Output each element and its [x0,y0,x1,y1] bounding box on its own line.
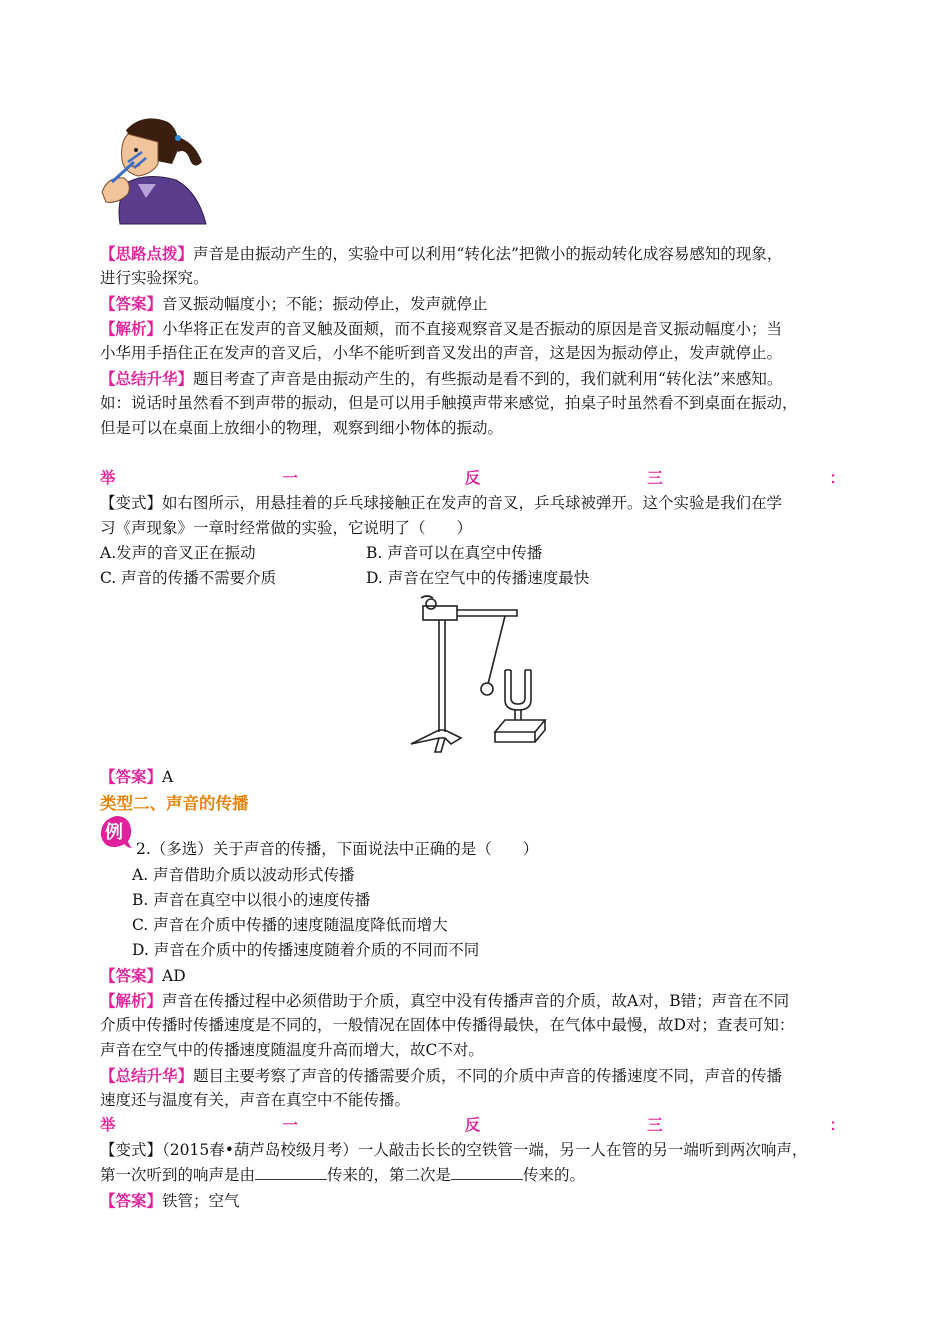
answer-text: 铁管；空气 [162,1192,240,1210]
answer-tag: 【答案】 [100,1191,163,1210]
q2-analysis-line-2: 介质中传播时传播速度是不同的，一般情况在固体中传播得最快，在气体中最慢，故D对；查表可知： [100,1016,795,1034]
practice-heading-char: 反 [464,468,481,487]
practice-heading-char: ： [829,1115,845,1134]
analysis-tag: 【解析】 [100,991,163,1010]
example-badge-label: 例 [105,822,123,843]
ex1-summary-line-1 [100,366,860,392]
var1-answer [100,764,860,790]
analysis-tag: 【解析】 [100,319,163,338]
practice-heading-char: 一 [282,468,298,487]
var2-stem-part-1: 第一次听到的响声是由 [100,1166,256,1184]
ex1-analysis-line-1 [100,316,860,342]
q2-summary-line-2: 速度还与温度有关，声音在真空中不能传播。 [100,1091,411,1109]
fill-blank-2[interactable] [451,1165,523,1180]
practice-heading-char: 举 [100,468,116,487]
answer-text: 音叉振动幅度小；不能；振动停止，发声就停止 [162,295,488,313]
summary-tag: 【总结升华】 [100,1066,194,1085]
answer-tag: 【答案】 [100,966,163,985]
ex1-hint-line-2: 进行实验探究。 [100,269,209,287]
practice-heading-char: 反 [464,1115,481,1134]
analysis-text-1: 声音在传播过程中必须借助于介质，真空中没有传播声音的介质，故A对，B错；声音在不同 [162,992,790,1010]
example-badge [98,814,134,850]
var2-stem-part-2: 传来的，第二次是 [327,1166,452,1184]
practice-heading [100,466,845,490]
q2-analysis-line-1 [100,988,860,1014]
answer-text: A [162,768,174,786]
hint-text-1: 声音是由振动产生的，实验中可以利用“转化法”把微小的振动转化成容易感知的现象， [193,245,783,263]
girl-tuning-fork-illustration [98,112,213,227]
q2-analysis-line-3: 声音在空气中的传播速度随温度升高而增大，故C不对。 [100,1041,484,1059]
q2-answer [100,963,860,989]
var1-stem-line-2: 习《声现象》一章时经常做的实验，它说明了（ ） [100,519,473,537]
q2-option-a: A. 声音借助介质以波动形式传播 [132,866,355,884]
ex1-answer [100,291,860,317]
var2-stem-part-3: 传来的。 [523,1166,586,1184]
q2-stem: 2.（多选）关于声音的传播，下面说法中正确的是（ ） [136,840,539,858]
q2-option-b: B. 声音在真空中以很小的速度传播 [132,891,371,909]
var1-option-a: A.发声的音叉正在振动 [100,544,256,562]
answer-tag: 【答案】 [100,294,163,313]
q2-option-c: C. 声音在介质中传播的速度随温度降低而增大 [132,916,448,934]
pendulum-tuning-fork-diagram [405,592,555,760]
ex1-summary-line-3: 但是可以在桌面上放细小的物理，观察到细小物体的振动。 [100,419,504,437]
var2-answer [100,1188,860,1214]
practice-heading [100,1113,845,1137]
q2-summary-line-1 [100,1063,860,1089]
answer-text: AD [162,967,186,985]
hint-tag: 【思路点拨】 [100,244,194,263]
var1-option-c: C. 声音的传播不需要介质 [100,569,277,587]
var1-option-b: B. 声音可以在真空中传播 [366,544,543,562]
practice-heading-char: 举 [100,1115,116,1134]
var2-stem-line-2 [100,1163,860,1188]
fill-blank-1[interactable] [255,1165,327,1180]
section-heading: 类型二、声音的传播 [100,794,249,813]
ex1-summary-line-2: 如：说话时虽然看不到声带的振动，但是可以用手触摸声带来感觉，拍桌子时虽然看不到桌面在振动， [100,394,798,412]
practice-heading-char: ： [829,468,845,487]
summary-tag: 【总结升华】 [100,369,194,388]
practice-heading-char: 一 [282,1115,298,1134]
ex1-analysis-line-2: 小华用手捂住正在发声的音叉后，小华不能听到音叉发出的声音，这是因为振动停止，发声就停止。 [100,344,783,362]
var2-stem-line-1: 【变式】（2015春•葫芦岛校级月考）一人敲击长长的空铁管一端，另一人在管的另一端听到两次响声， [100,1141,808,1159]
answer-tag: 【答案】 [100,767,163,786]
q2-option-d: D. 声音在介质中的传播速度随着介质的不同而不同 [132,941,480,959]
summary-text-1: 题目考查了声音是由振动产生的，有些振动是看不到的，我们就利用“转化法”来感知。 [193,370,783,388]
practice-heading-char: 三 [647,1115,663,1134]
practice-heading-char: 三 [647,468,663,487]
summary-text-1: 题目主要考察了声音的传播需要介质，不同的介质中声音的传播速度不同，声音的传播 [193,1067,783,1085]
ex1-hint-line-1 [100,241,860,267]
var1-option-d: D. 声音在空气中的传播速度最快 [366,569,590,587]
analysis-text-1: 小华将正在发声的音叉触及面颊，而不直接观察音叉是否振动的原因是音叉振动幅度小；当 [162,320,783,338]
var1-stem-line-1: 【变式】如右图所示，用悬挂着的乒乓球接触正在发声的音叉，乒乓球被弹开。这个实验是我们在学 [100,494,783,512]
